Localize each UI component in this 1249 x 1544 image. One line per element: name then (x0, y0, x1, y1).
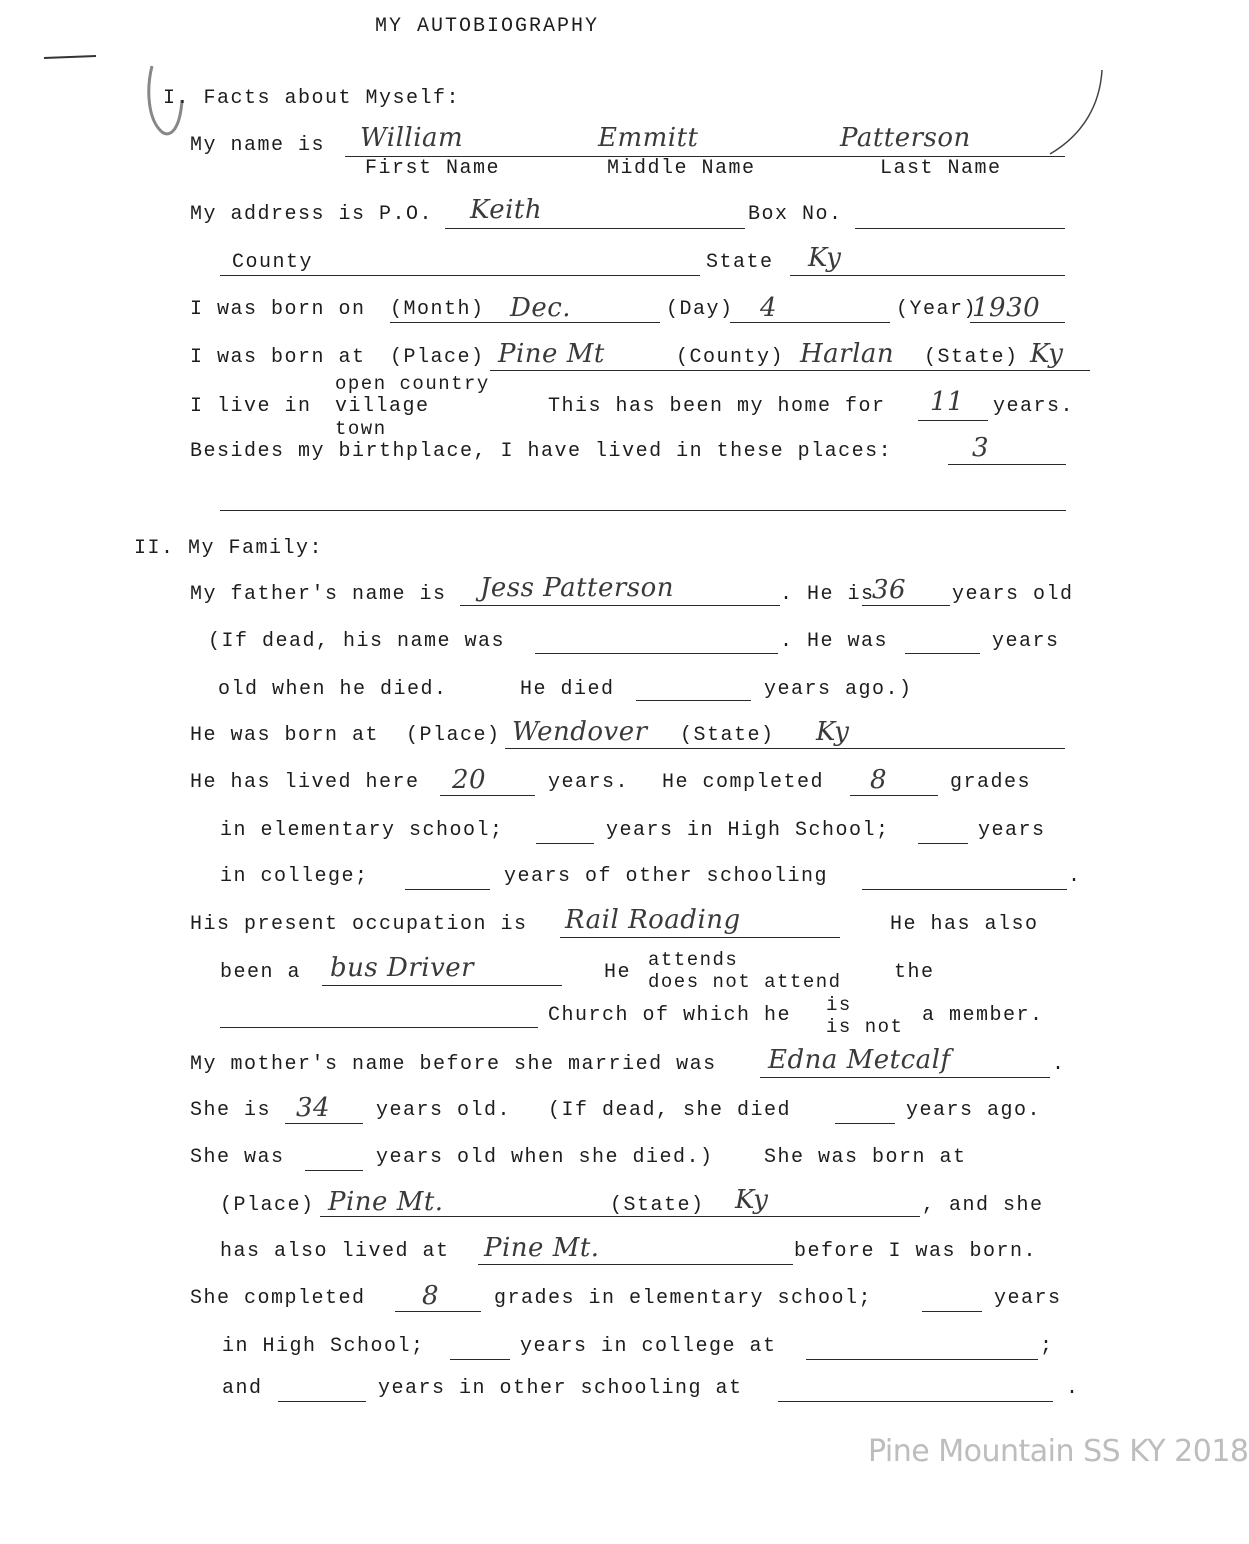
the-word: the (894, 961, 935, 984)
month-value: Dec. (510, 293, 572, 323)
option-open-country: open country (335, 373, 490, 395)
month-label: (Month) (390, 298, 485, 321)
occupation-line (560, 937, 840, 938)
occupation-value: Rail Roading (565, 905, 741, 935)
middle-name-value: Emmitt (598, 123, 699, 153)
mother-name-value: Edna Metcalf (768, 1045, 951, 1075)
been-a-label: been a (220, 961, 302, 984)
she-is-label: She is (190, 1099, 272, 1122)
before-born-label: before I was born. (794, 1240, 1038, 1263)
top-right-pen-stroke (1040, 64, 1110, 164)
mother-other-where-line (778, 1401, 1053, 1402)
semicolon: ; (1040, 1335, 1054, 1358)
she-born-at-label: She was born at (764, 1146, 967, 1169)
mother-born-line (320, 1216, 920, 1217)
mother-grades-line (395, 1311, 481, 1312)
box-line (855, 228, 1065, 229)
mother-state-value: Ky (735, 1185, 769, 1215)
he-was-label: . He was (780, 630, 889, 653)
address-label: My address is P.O. (190, 203, 434, 226)
father-hs-line (536, 843, 594, 844)
place-label: (Place) (390, 346, 485, 369)
places-line (948, 464, 1066, 465)
mother-college-where-line (806, 1359, 1038, 1360)
father-grades-line (850, 795, 938, 796)
county-paren-label: (County) (676, 346, 785, 369)
mother-grades-value: 8 (422, 1281, 440, 1311)
mother-hs-line (922, 1311, 982, 1312)
state-paren-label: (State) (924, 346, 1019, 369)
option-attends: attends (648, 949, 739, 971)
in-hs-label: in High School; (222, 1335, 425, 1358)
state-value: Ky (808, 243, 842, 273)
years-old-died-label: years old when she died.) (376, 1146, 714, 1169)
county-label: County (232, 251, 314, 274)
been-a-value: bus Driver (330, 953, 475, 983)
father-state-value: Ky (816, 717, 850, 747)
home-for-label: This has been my home for (548, 395, 886, 418)
birth-place-value: Pine Mt (498, 339, 605, 369)
years-word-3: years (994, 1287, 1062, 1310)
years-other-label: years of other schooling (504, 865, 829, 888)
year-label: (Year) (896, 298, 978, 321)
watermark: Pine Mountain SS KY 2018 (868, 1434, 1249, 1469)
middle-name-caption: Middle Name (607, 157, 756, 180)
home-years-end: years. (993, 395, 1075, 418)
years-period-1: years. (548, 771, 630, 794)
grades-word: grades (950, 771, 1032, 794)
if-dead-name-line (535, 653, 778, 654)
father-other-line (405, 889, 490, 890)
home-years-line (918, 420, 988, 421)
born-at-line (490, 370, 1090, 371)
option-town: town (335, 418, 387, 440)
he-born-at-label: He was born at (190, 724, 380, 747)
father-place-label: (Place) (406, 724, 501, 747)
she-was-line (305, 1170, 363, 1171)
years-word-1: years (992, 630, 1060, 653)
has-also-label: He has also (890, 913, 1039, 936)
mother-age-value: 34 (296, 1093, 331, 1123)
father-other-where-line (862, 889, 1067, 890)
he-is-label: . He is (780, 583, 875, 606)
years-old-period: years old. (376, 1099, 512, 1122)
option-village: village (335, 395, 430, 418)
form-title: MY AUTOBIOGRAPHY (375, 15, 600, 38)
option-does-not-attend: does not attend (648, 971, 842, 993)
years-in-other-at-label: years in other schooling at (378, 1377, 743, 1400)
completed-label: He completed (662, 771, 825, 794)
years-word-2: years (978, 819, 1046, 842)
years-ago-close: years ago.) (764, 678, 913, 701)
and-she-label: , and she (922, 1194, 1044, 1217)
places-extra-line (220, 510, 1066, 511)
mother-place-label: (Place) (220, 1194, 315, 1217)
years-old-label: years old (952, 583, 1074, 606)
option-is: is (826, 994, 852, 1016)
state-line (790, 275, 1065, 276)
first-name-caption: First Name (365, 157, 501, 180)
last-name-caption: Last Name (880, 157, 1002, 180)
old-when-died-label: old when he died. (218, 678, 448, 701)
year-value: 1930 (972, 293, 1041, 323)
born-at-label: I was born at (190, 346, 366, 369)
also-lived-label: has also lived at (220, 1240, 450, 1263)
home-years-value: 11 (930, 387, 965, 417)
she-completed-label: She completed (190, 1287, 366, 1310)
in-college-label: in college; (220, 865, 369, 888)
mother-label: My mother's name before she married was (190, 1053, 717, 1076)
period-1: . (1068, 865, 1082, 888)
po-value: Keith (470, 195, 543, 225)
father-place-value: Wendover (512, 717, 648, 747)
he-word: He (604, 961, 632, 984)
section-2-heading: II. My Family: (134, 537, 324, 560)
besides-label: Besides my birthplace, I have lived in these places: (190, 440, 893, 463)
day-value: 4 (760, 293, 778, 323)
day-line (730, 322, 890, 323)
father-name-line (460, 605, 780, 606)
a-member-label: a member. (922, 1004, 1044, 1027)
po-line (445, 228, 745, 229)
mother-state-label: (State) (610, 1194, 705, 1217)
mother-place-value: Pine Mt. (328, 1187, 444, 1217)
church-label: Church of which he (548, 1004, 792, 1027)
father-name-value: Jess Patterson (480, 573, 675, 603)
she-was-label: She was (190, 1146, 285, 1169)
born-on-label: I was born on (190, 298, 366, 321)
places-value: 3 (972, 433, 990, 463)
lived-here-line (440, 795, 535, 796)
margin-pen-mark (40, 40, 100, 70)
also-lived-value: Pine Mt. (484, 1233, 600, 1263)
period-3: . (1066, 1377, 1080, 1400)
father-age-value: 36 (872, 575, 907, 605)
birth-county-value: Harlan (800, 339, 895, 369)
section-1-heading: I. Facts about Myself: (163, 87, 461, 110)
he-was-years-line (905, 653, 980, 654)
been-a-line (322, 985, 562, 986)
birth-state-value: Ky (1030, 339, 1064, 369)
mother-age-line (285, 1123, 363, 1124)
if-dead-label: (If dead, his name was (208, 630, 506, 653)
day-label: (Day) (666, 298, 734, 321)
mother-college-line (450, 1359, 510, 1360)
father-name-label: My father's name is (190, 583, 447, 606)
lived-here-value: 20 (452, 765, 487, 795)
box-label: Box No. (748, 203, 843, 226)
also-lived-line (478, 1264, 793, 1265)
occupation-label: His present occupation is (190, 913, 528, 936)
father-grades-value: 8 (870, 765, 888, 795)
state-label: State (706, 251, 774, 274)
if-dead-she-label: (If dead, she died (548, 1099, 792, 1122)
years-in-hs-label: years in High School; (606, 819, 890, 842)
period-2: . (1052, 1053, 1066, 1076)
he-died-line (636, 700, 751, 701)
church-line (220, 1027, 538, 1028)
and-word: and (222, 1377, 263, 1400)
county-line (220, 275, 700, 276)
she-died-line (835, 1123, 895, 1124)
mother-other-line (278, 1401, 366, 1402)
father-age-line (862, 605, 950, 606)
grades-in-elem-label: grades in elementary school; (494, 1287, 873, 1310)
years-in-college-at-label: years in college at (520, 1335, 777, 1358)
first-name-value: William (360, 123, 464, 153)
mother-name-line (760, 1077, 1050, 1078)
live-in-label: I live in (190, 395, 312, 418)
lived-here-label: He has lived here (190, 771, 420, 794)
option-is-not: is not (826, 1016, 904, 1038)
he-died-label: He died (520, 678, 615, 701)
last-name-value: Patterson (840, 123, 971, 153)
father-college-line (918, 843, 968, 844)
years-ago-period: years ago. (906, 1099, 1042, 1122)
in-elem-label: in elementary school; (220, 819, 504, 842)
father-state-label: (State) (680, 724, 775, 747)
father-born-line (505, 748, 1065, 749)
name-label: My name is (190, 134, 326, 157)
